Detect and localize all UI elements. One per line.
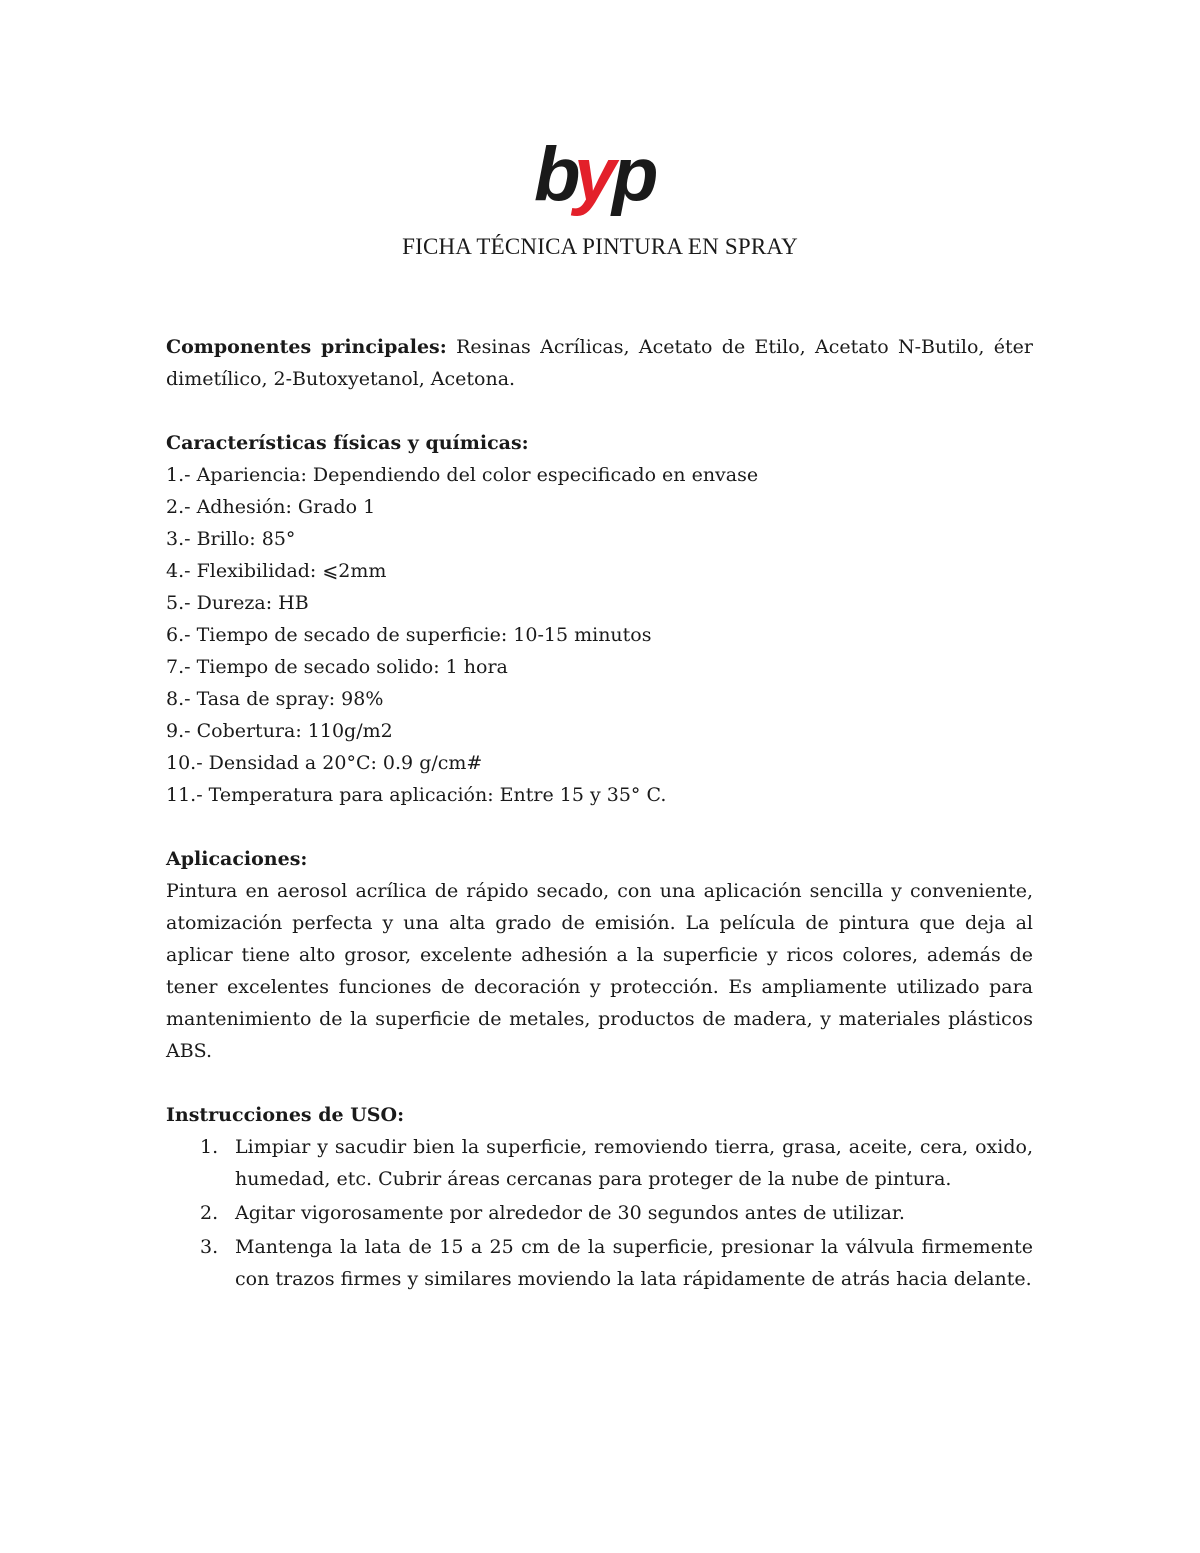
list-item: 3.- Brillo: 85° [166,528,296,550]
list-item: 2.- Adhesión: Grado 1 [166,496,376,518]
list-item-text: Agitar vigorosamente por alrededor de 30 segundos antes de utilizar. [235,1202,905,1224]
componentes-label: Componentes principales: [166,336,447,358]
logo-letter-b: b [534,138,577,217]
caracteristicas-heading: Características físicas y químicas: [166,432,529,454]
list-item [166,1131,1033,1195]
instrucciones-heading: Instrucciones de USO: [166,1104,405,1126]
logo-letter-p: p [612,138,659,217]
list-item: 10.- Densidad a 20°C: 0.9 g/cm# [166,752,483,774]
logo-letter-y: y [574,138,617,217]
list-item [166,1231,1033,1295]
componentes-paragraph [166,331,1033,395]
list-item-number: 2. [200,1202,219,1224]
list-item: 7.- Tiempo de secado solido: 1 hora [166,656,508,678]
brand-logo [532,138,668,222]
caracteristicas-list [166,459,1033,811]
document-title: FICHA TÉCNICA PINTURA EN SPRAY [402,234,798,259]
componentes-text: Resinas Acrílicas, Acetato de Etilo, Acetato N-Butilo, éter dimetílico, 2-Butoxyetanol, Acetona. [166,336,1033,390]
list-item-number: 1. [200,1136,219,1158]
document-body [166,331,1033,1297]
list-item: 9.- Cobertura: 110g/m2 [166,720,393,742]
list-item-text: Mantenga la lata de 15 a 25 cm de la superficie, presionar la válvula firmemente con trazos firmes y similares moviendo la lata rápidamente de atrás hacia delante. [235,1236,1033,1290]
list-item: 5.- Dureza: HB [166,592,309,614]
list-item: 11.- Temperatura para aplicación: Entre 15 y 35° C. [166,784,667,806]
list-item [166,1197,1033,1229]
aplicaciones-paragraph: Pintura en aerosol acrílica de rápido secado, con una aplicación sencilla y conveniente, atomización perfecta y una alta grado de emisión. La película de pintura que deja al aplicar tiene alto grosor, excelente adhesión a la superficie y ricos colores, además de tener excelentes funciones de decoración y protección. Es ampliamente utilizado para mantenimiento de la superficie de metales, productos de madera, y materiales plásticos ABS. [166,880,1033,1062]
list-item: 1.- Apariencia: Dependiendo del color especificado en envase [166,464,759,486]
aplicaciones-heading: Aplicaciones: [166,848,308,870]
list-item: 8.- Tasa de spray: 98% [166,688,384,710]
list-item: 6.- Tiempo de secado de superficie: 10-15 minutos [166,624,652,646]
list-item-text: Limpiar y sacudir bien la superficie, removiendo tierra, grasa, aceite, cera, oxido, humedad, etc. Cubrir áreas cercanas para proteger de la nube de pintura. [235,1136,1033,1190]
list-item: 4.- Flexibilidad: ⩽2mm [166,560,387,582]
list-item-number: 3. [200,1236,219,1258]
instrucciones-list [166,1131,1033,1295]
